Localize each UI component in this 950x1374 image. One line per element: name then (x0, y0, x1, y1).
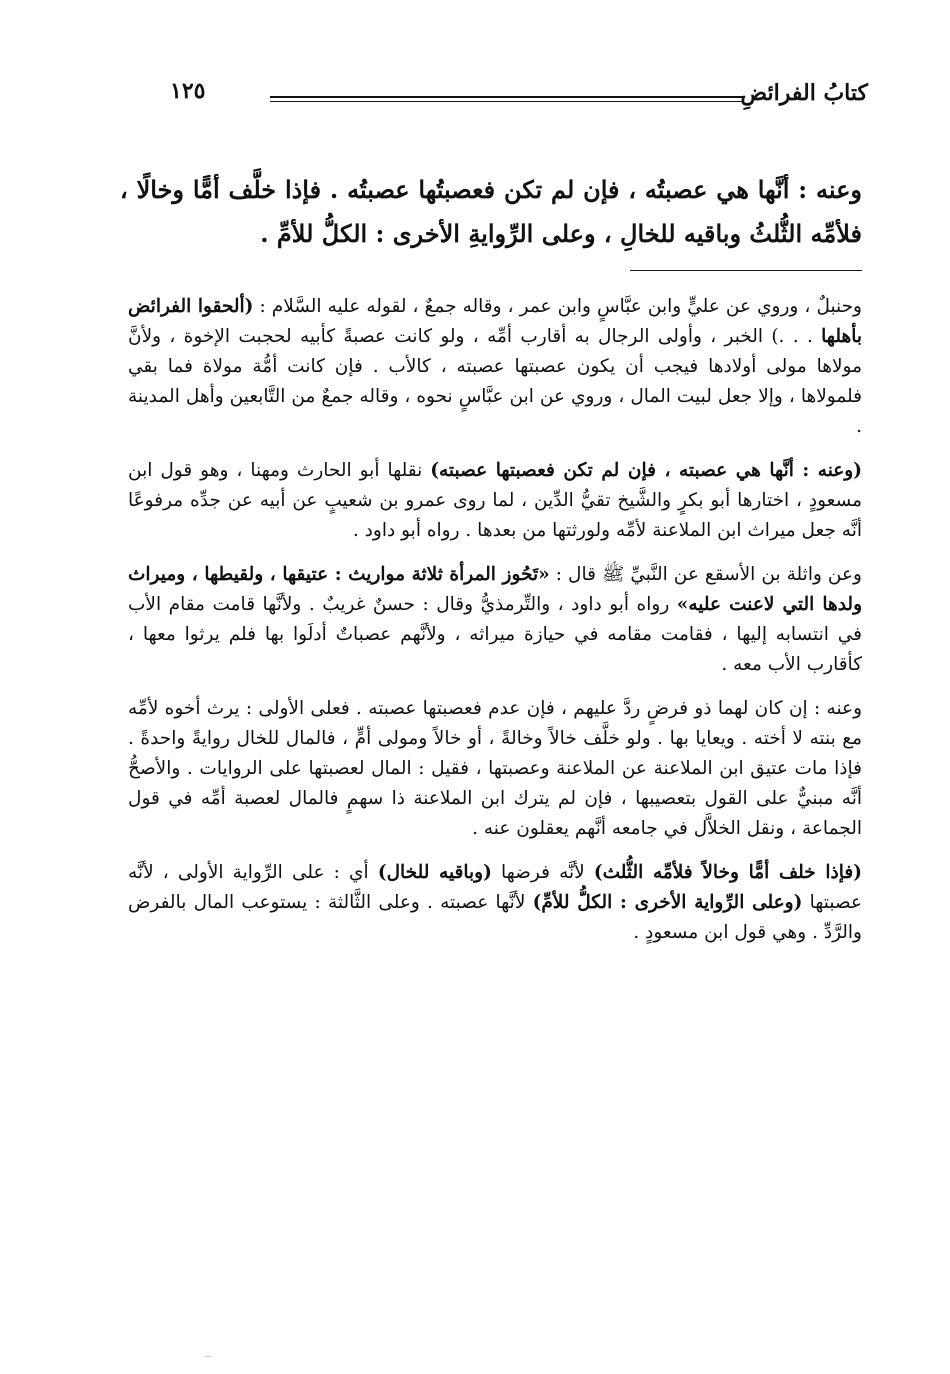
commentary-paragraph-2 (128, 456, 862, 546)
hadith-quote: (ألحقوا الفرائض بأهلها (128, 296, 862, 347)
commentary-text: نقلها أبو الحارث ومهنا ، وهو قول ابن مسعودٍ ، اختارها أبو بكرٍ والشَّيخ تقيُّ الدِّين ، لما روى عمرو بن شعيبٍ عن أبيه عن جدِّه مرفوعًا أنَّه جعل ميراث ابن الملاعنة لأمِّه ولورثتها من بعدها . رواه أبو داود . (128, 460, 862, 541)
commentary-text: وعن واثلة بن الأسقع عن النَّبيِّ ﷺ قال : (549, 564, 862, 585)
matn-sharh-divider (630, 270, 862, 271)
matn-paragraph: وعنه : أنَّها هي عصبتُه ، فإن لم تكن فعصبتُها عصبتُه . فإذا خلَّف أمًّا وخالًا ، فلأمِّه الثُّلثُ وباقيه للخالِ ، وعلى الرِّوايةِ الأخرى : الكلُّ للأمِّ . (120, 175, 862, 248)
matn-quote: (فإذا خلف أمًّا وخالاً فلأمِّه الثُّلث) (593, 862, 863, 883)
header-rule (270, 96, 744, 98)
running-title: كتابُ الفرائضِ (740, 80, 868, 106)
commentary-paragraph-3 (128, 560, 862, 680)
matn-quote: (وعلى الرِّواية الأخرى : الكلُّ للأمِّ) (532, 892, 803, 913)
commentary-text: وحنبلٌ ، وروي عن عليٍّ وابن عبَّاسٍ وابن عمر ، وقاله جمعٌ ، لقوله عليه السَّلام : (253, 296, 862, 317)
matn-quote: (وباقيه للخال) (377, 862, 492, 883)
page-number: ١٢٥ (170, 78, 206, 104)
commentary-text: . . .) الخبر ، وأولى الرجال به أقارب أمِّه ، ولو كانت عصبةً كأبيه لحجبت الإخوة ، ولأنَّ مولاها مولى أولادها فيجب أن يكون عصبتها عصبته ، كالأب . فإن كانت أمُّة مولاة فما بقي فلمولاها ، وإلا جعل لبيت المال ، وروي عن ابن عبَّاسٍ نحوه ، وقاله جمعٌ من التَّابعين وأهل المدينة . (128, 326, 862, 437)
commentary-block (128, 292, 862, 962)
commentary-paragraph-1 (128, 292, 862, 442)
commentary-text: لأنَّه فرضها (491, 862, 594, 883)
matn-quote: (وعنه : أنَّها هي عصبته ، فإن لم تكن فعصبتها عصبته) (430, 460, 862, 481)
commentary-text: لأنَّها عصبته . وعلى الثَّالثة : يستوعب المال بالفرض والرَّدِّ . وهي قول ابن مسعودٍ . (128, 892, 862, 943)
commentary-text: وعنه : إن كان لهما ذو فرضٍ ردَّ عليهم ، فإن عدم فعصبتها عصبته . فعلى الأولى : يرث أخوه لأمِّه مع بنته لا أخته . ويعايا بها . ولو خلَّف خالاً وخالةً ، أو خالاً ومولى أمٍّ ، فالمال للخال روايةً واحدةً . فإذا مات عتيق ابن الملاعنة عن الملاعنة وعصبتها ، فقيل : المال لعصبتها على الروايات . والأصحُّ أنَّه مبنيٌّ على القول بتعصيبها ، فإن لم يترك ابن الملاعنة ذا سهمٍ فالمال لعصبة أمِّه في قول الجماعة ، ونقل الخلاَّل في جامعه أنَّهم يعقلون عنه . (128, 698, 863, 839)
scan-speck (205, 1356, 211, 1357)
commentary-text: أي : على الرِّواية الأولى ، لأنَّه عصبتها (128, 862, 862, 913)
hadith-quote: «تَحُوز المرأة ثلاثة مواريث : عتيقها ، ولقيطها ، وميراث ولدها التي لاعنت عليه» (128, 564, 862, 615)
commentary-text: رواه أبو داود ، والتِّرمذيُّ وقال : حسنٌ غريبٌ . ولأنَّها قامت مقام الأب في انتسابه إليها ، فقامت مقامه في حيازة ميراثه ، ولأنَّهم عصباتٌ أدلَوا بها فلم يرثوا معها ، كأقارب الأب معه . (128, 594, 862, 675)
matn-text-block (120, 168, 862, 256)
page-header (170, 78, 868, 118)
commentary-paragraph-5 (128, 858, 862, 948)
commentary-paragraph-4 (128, 694, 862, 844)
